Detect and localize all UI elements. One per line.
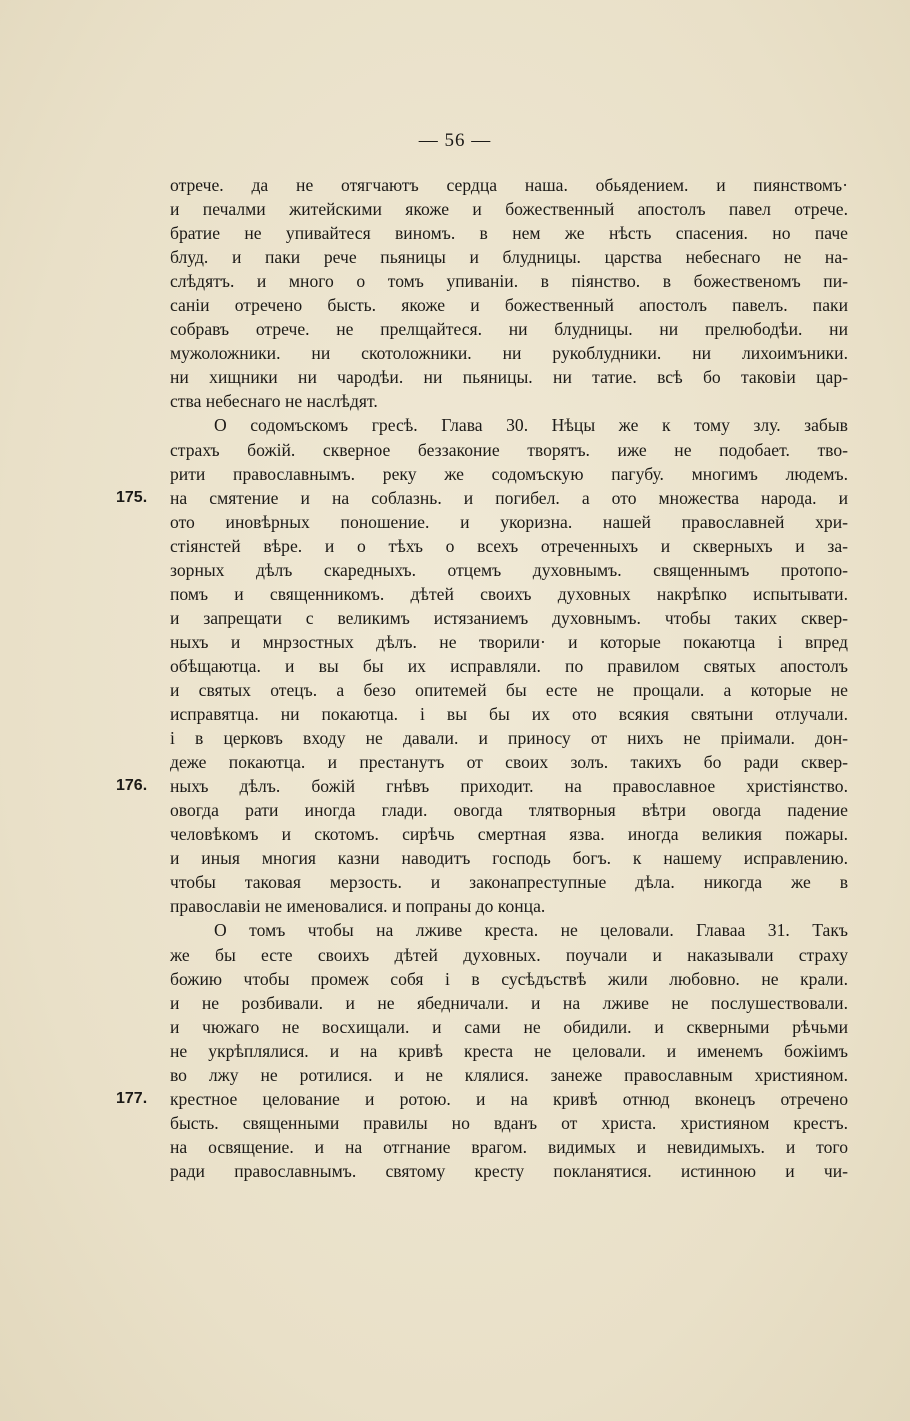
text-line: и иныя многия казни наводитъ господь богъ. к нашему исправлению. xyxy=(170,848,848,869)
text-body xyxy=(170,173,848,1183)
text-line: исправятца. ни покаютца. i вы бы их ото всякия святыни отлучали. xyxy=(170,704,848,725)
text-line: собравъ отрече. не прелщайтеся. ни блудницы. ни прелюбодѣи. ни xyxy=(170,319,848,340)
text-line: братие не упивайтеся виномъ. в нем же нѣсть спасения. но паче xyxy=(170,223,848,244)
text-line: деже покаютца. и престанутъ от своих золъ. такихъ бо ради сквер- xyxy=(170,752,848,773)
text-line: ради православнымъ. святому кресту покланятися. истинною и чи- xyxy=(170,1160,848,1181)
text-line: ныхъ дѣлъ. божiй гнѣвъ приходит. на православное христiянство. xyxy=(170,776,848,797)
text-line: чтобы таковая мерзость. и законапреступные дѣла. никогда же в xyxy=(170,872,848,893)
text-line: и запрещати с великимъ истязаниемъ духовнымъ. чтобы таких сквер- xyxy=(170,607,848,628)
text-line: ства небеснаго не наслѣдят. xyxy=(170,391,378,412)
text-line: и не розбивали. и не ябедничали. и на лживе не послушествовали. xyxy=(170,992,848,1013)
text-line: ныхъ и мнрзостных дѣлъ. не творили· и которые покаютца i впред xyxy=(170,631,848,652)
text-line: и чюжаго не восхищали. и сами не обидили. и скверными рѣчьми xyxy=(170,1016,848,1037)
text-line: божию чтобы промеж собя i в сусѣдъствѣ жили любовно. не крали. xyxy=(170,968,848,989)
margin-number: 177. xyxy=(116,1089,148,1107)
text-line: на смятение и на соблазнь. и погибел. а ото множества народа. и xyxy=(170,487,848,508)
text-line: i в церковъ входу не давали. и приносу от нихъ не прiимали. дон- xyxy=(170,728,848,749)
text-line: блуд. и паки рече пьяницы и блудницы. царства небеснаго не на- xyxy=(170,247,848,268)
text-line: рити православнымъ. реку же содомъскую пагубу. многимъ людемъ. xyxy=(170,463,848,484)
text-line: ни хищники ни чародѣи. ни пьяницы. ни татие. всѣ бо таковiи цар- xyxy=(170,367,848,388)
text-line: санiи отречено бысть. якоже и божественный апостолъ павелъ. паки xyxy=(170,295,848,316)
text-line: человѣкомъ и скотомъ. сирѣчь смертная язва. иногда великия пожары. xyxy=(170,824,848,845)
text-line: овогда рати иногда глади. овогда тлятворныя вѣтри овогда падение xyxy=(170,800,848,821)
text-line: страхъ божiй. скверное беззаконие творятъ. иже не подобает. тво- xyxy=(170,439,848,460)
text-line: во лжу не ротилися. и не клялися. занеже православным християном. xyxy=(170,1064,848,1085)
text-line: обѣщаютца. и вы бы их исправляли. по правилом святых апостолъ xyxy=(170,655,848,676)
text-line: зорных дѣлъ скаредныхъ. отцемъ духовнымъ. священнымъ протопо- xyxy=(170,559,848,580)
page-number: — 56 — xyxy=(418,130,492,151)
text-line: помъ и священникомъ. дѣтей своихъ духовных накрѣпко испытывати. xyxy=(170,583,848,604)
text-line: православiи не именовалися. и попраны до конца. xyxy=(170,896,546,917)
text-line: отрече. да не отягчаютъ сердца наша. обьядением. и пиянствомъ· xyxy=(170,175,848,195)
text-line: бысть. священными правилы но вданъ от христа. християном крестъ. xyxy=(170,1112,848,1133)
text-line: же бы есте своихъ дѣтей духовных. поучали и наказывали страху xyxy=(170,944,848,965)
text-line: О томъ чтобы на лживе креста. не целовали. Главаа 31. Такъ xyxy=(214,920,848,941)
text-line: на освящение. и на отгнание врагом. видимых и невидимыхъ. и того xyxy=(170,1136,848,1157)
text-line: слѣдятъ. и много о томъ упиванiи. в пiянство. в божественомъ пи- xyxy=(170,271,848,292)
margin-number: 175. xyxy=(116,488,148,506)
text-line: и печалми житейскими якоже и божественный апостолъ павел отрече. xyxy=(170,199,848,220)
text-line: крестное целование и ротою. и на кривѣ отнюд вконецъ отречено xyxy=(170,1088,848,1109)
margin-number: 176. xyxy=(116,777,148,795)
text-line: ото иновѣрных поношение. и укоризна. нашей православней хри- xyxy=(170,511,848,532)
text-line: мужоложники. ни скотоложники. ни рукоблудники. ни лихоимъники. xyxy=(170,343,848,364)
text-line: не укрѣплялися. и на кривѣ креста не целовали. и именемъ божiимъ xyxy=(170,1040,848,1061)
text-line: стiянстей вѣре. и о тѣхъ о всехъ отреченныхъ и скверныхъ и за- xyxy=(170,535,848,556)
text-line: и святых отецъ. а безо опитемей бы есте не прощали. а которые не xyxy=(170,679,848,700)
text-line: О содомъскомъ гресѣ. Глава 30. Нѣцы же к тому злу. забыв xyxy=(214,415,848,436)
